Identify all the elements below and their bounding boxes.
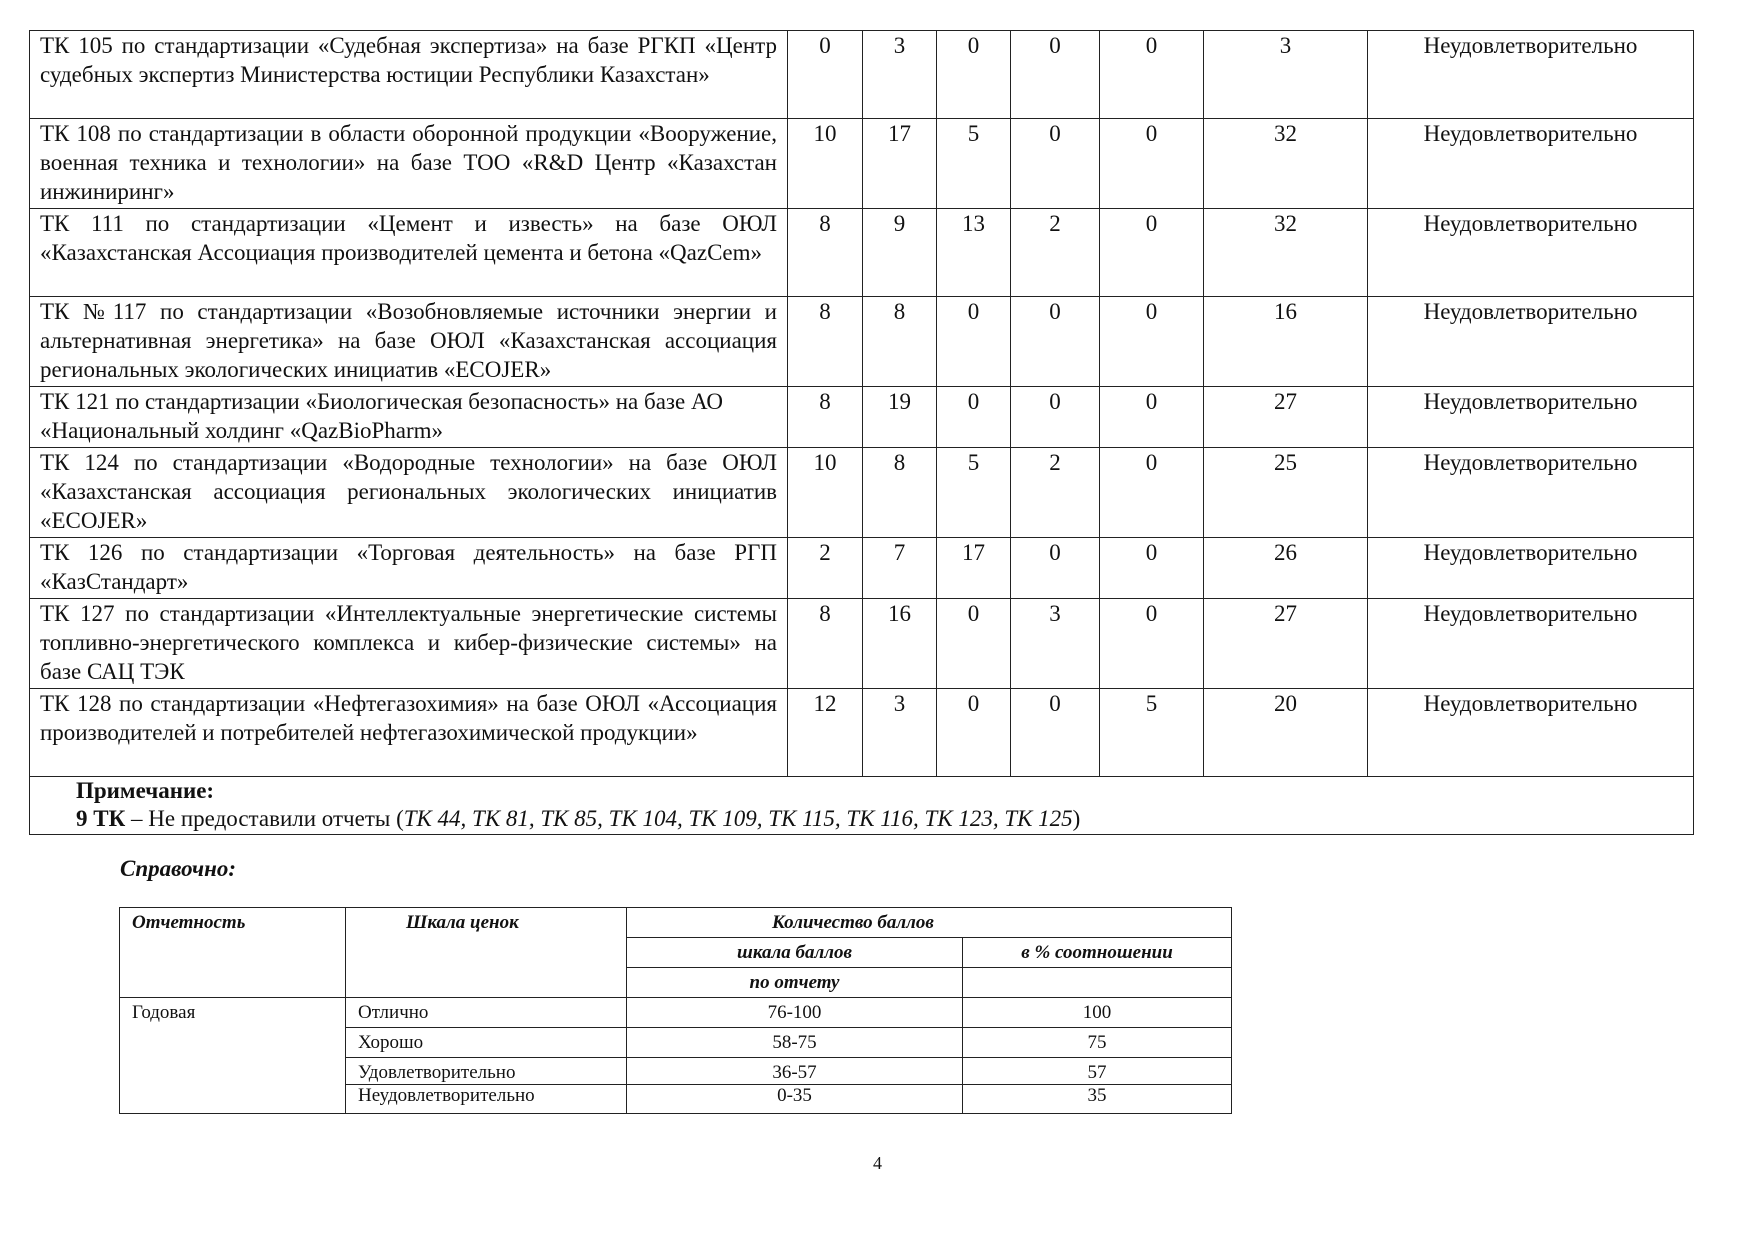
total-score-cell: 27 xyxy=(1204,387,1368,448)
score-cell: 17 xyxy=(863,119,937,209)
score-cell: 0 xyxy=(937,599,1011,689)
committee-name: ТК №117 по стандартизации «Возобновляемые источники энергии и альтернативная энергетика» на базе ОЮЛ «Казахстанская ассоциация региональных экологических инициатив «ECOJER» xyxy=(30,297,788,387)
score-cell: 2 xyxy=(1011,448,1100,538)
score-cell: 10 xyxy=(788,448,863,538)
grade-name: Удовлетворительно xyxy=(346,1058,627,1085)
grade-cell: Неудовлетворительно xyxy=(1368,599,1694,689)
table-row xyxy=(30,119,1694,209)
note-close: ) xyxy=(1072,806,1081,831)
header-points-scale-2: по отчету xyxy=(627,968,963,998)
score-cell: 5 xyxy=(937,119,1011,209)
score-cell: 3 xyxy=(863,689,937,777)
total-score-cell: 32 xyxy=(1204,209,1368,297)
score-cell: 5 xyxy=(937,448,1011,538)
grade-name: Неудовлетворительно xyxy=(346,1085,627,1114)
percent-value: 100 xyxy=(963,998,1232,1028)
points-range: 76-100 xyxy=(627,998,963,1028)
total-score-cell: 3 xyxy=(1204,31,1368,119)
note-title: Примечание: xyxy=(76,778,215,803)
header-row xyxy=(120,908,1232,938)
tk-results-table xyxy=(29,30,1694,835)
score-cell: 0 xyxy=(1100,599,1204,689)
score-cell: 0 xyxy=(1011,689,1100,777)
committee-name: ТК 121 по стандартизации «Биологическая безопасность» на базе АО «Национальный холдинг «QazBioPharm» xyxy=(30,387,788,448)
committee-name: ТК 124 по стандартизации «Водородные технологии» на базе ОЮЛ «Казахстанская ассоциация региональных экологических инициатив «ECOJER» xyxy=(30,448,788,538)
grade-cell: Неудовлетворительно xyxy=(1368,448,1694,538)
score-cell: 0 xyxy=(1100,448,1204,538)
score-cell: 8 xyxy=(788,297,863,387)
score-cell: 0 xyxy=(937,297,1011,387)
score-cell: 8 xyxy=(788,209,863,297)
page-number: 4 xyxy=(873,1153,882,1173)
score-cell: 2 xyxy=(1011,209,1100,297)
score-cell: 0 xyxy=(788,31,863,119)
note-missing-list: ТК 44, ТК 81, ТК 85, ТК 104, ТК 109, ТК 115, ТК 116, ТК 123, ТК 125 xyxy=(403,806,1073,831)
table-row xyxy=(30,689,1694,777)
grade-name: Отлично xyxy=(346,998,627,1028)
score-cell: 13 xyxy=(937,209,1011,297)
total-score-cell: 27 xyxy=(1204,599,1368,689)
grade-cell: Неудовлетворительно xyxy=(1368,689,1694,777)
note-cell xyxy=(30,777,1694,835)
table-row xyxy=(30,31,1694,119)
score-cell: 0 xyxy=(937,387,1011,448)
grade-cell: Неудовлетворительно xyxy=(1368,387,1694,448)
points-range: 58-75 xyxy=(627,1028,963,1058)
total-score-cell: 20 xyxy=(1204,689,1368,777)
committee-name: ТК 126 по стандартизации «Торговая деятельность» на базе РГП «КазСтандарт» xyxy=(30,538,788,599)
score-cell: 0 xyxy=(937,31,1011,119)
score-cell: 3 xyxy=(863,31,937,119)
table-row xyxy=(30,599,1694,689)
note-row xyxy=(30,777,1694,835)
committee-name: ТК 128 по стандартизации «Нефтегазохимия» на базе ОЮЛ «Ассоциация производителей и потребителей нефтегазохимической продукции» xyxy=(30,689,788,777)
table-row xyxy=(30,538,1694,599)
score-cell: 0 xyxy=(1100,119,1204,209)
score-cell: 12 xyxy=(788,689,863,777)
score-cell: 9 xyxy=(863,209,937,297)
score-cell: 0 xyxy=(1011,387,1100,448)
note-text: – Не предоставили отчеты ( xyxy=(125,806,404,831)
score-cell: 0 xyxy=(1100,297,1204,387)
score-cell: 8 xyxy=(863,448,937,538)
grading-scale-table xyxy=(119,907,1232,1114)
total-score-cell: 32 xyxy=(1204,119,1368,209)
score-cell: 5 xyxy=(1100,689,1204,777)
score-cell: 0 xyxy=(1011,31,1100,119)
committee-name: ТК 127 по стандартизации «Интеллектуальные энергетические системы топливно-энергетического комплекса и кибер-физические системы» на базе САЦ ТЭК xyxy=(30,599,788,689)
table-row xyxy=(120,998,1232,1028)
header-scale: Шкала ценок xyxy=(346,908,627,998)
score-cell: 0 xyxy=(1011,538,1100,599)
score-cell: 0 xyxy=(1100,31,1204,119)
grade-cell: Неудовлетворительно xyxy=(1368,209,1694,297)
score-cell: 8 xyxy=(788,387,863,448)
committee-name: ТК 105 по стандартизации «Судебная экспертиза» на базе РГКП «Центр судебных экспертиз Министерства юстиции Республики Казахстан» xyxy=(30,31,788,119)
percent-value: 57 xyxy=(963,1058,1232,1085)
table-row xyxy=(30,209,1694,297)
grade-cell: Неудовлетворительно xyxy=(1368,119,1694,209)
reference-title: Справочно: xyxy=(120,856,237,881)
note-body xyxy=(76,805,1693,833)
committee-name: ТК 111 по стандартизации «Цемент и известь» на базе ОЮЛ «Казахстанская Ассоциация производителей цемента и бетона «QazCem» xyxy=(30,209,788,297)
header-points: Количество баллов xyxy=(627,908,1232,938)
total-score-cell: 25 xyxy=(1204,448,1368,538)
score-cell: 0 xyxy=(1100,387,1204,448)
note-count: 9 ТК xyxy=(76,806,126,831)
score-cell: 0 xyxy=(1100,538,1204,599)
score-cell: 0 xyxy=(1011,119,1100,209)
tk-results-body xyxy=(30,31,1694,835)
score-cell: 19 xyxy=(863,387,937,448)
total-score-cell: 26 xyxy=(1204,538,1368,599)
score-cell: 7 xyxy=(863,538,937,599)
score-cell: 0 xyxy=(1011,297,1100,387)
score-cell: 8 xyxy=(788,599,863,689)
header-percent: в % соотношении xyxy=(963,938,1232,968)
grade-cell: Неудовлетворительно xyxy=(1368,31,1694,119)
header-points-scale: шкала баллов xyxy=(627,938,963,968)
score-cell: 2 xyxy=(788,538,863,599)
grade-cell: Неудовлетворительно xyxy=(1368,538,1694,599)
period-cell: Годовая xyxy=(120,998,346,1114)
score-cell: 17 xyxy=(937,538,1011,599)
percent-value: 75 xyxy=(963,1028,1232,1058)
score-cell: 3 xyxy=(1011,599,1100,689)
score-cell: 10 xyxy=(788,119,863,209)
percent-value: 35 xyxy=(963,1085,1232,1114)
total-score-cell: 16 xyxy=(1204,297,1368,387)
empty-cell xyxy=(963,968,1232,998)
table-row xyxy=(30,448,1694,538)
table-row xyxy=(30,297,1694,387)
header-reporting: Отчетность xyxy=(120,908,346,998)
committee-name: ТК 108 по стандартизации в области оборонной продукции «Вооружение, военная техника и технологии» на базе ТОО «R&D Центр «Казахстан инжиниринг» xyxy=(30,119,788,209)
points-range: 36-57 xyxy=(627,1058,963,1085)
score-cell: 8 xyxy=(863,297,937,387)
table-row xyxy=(30,387,1694,448)
grade-name: Хорошо xyxy=(346,1028,627,1058)
score-cell: 0 xyxy=(1100,209,1204,297)
score-cell: 16 xyxy=(863,599,937,689)
grade-cell: Неудовлетворительно xyxy=(1368,297,1694,387)
points-range: 0-35 xyxy=(627,1085,963,1114)
score-cell: 0 xyxy=(937,689,1011,777)
